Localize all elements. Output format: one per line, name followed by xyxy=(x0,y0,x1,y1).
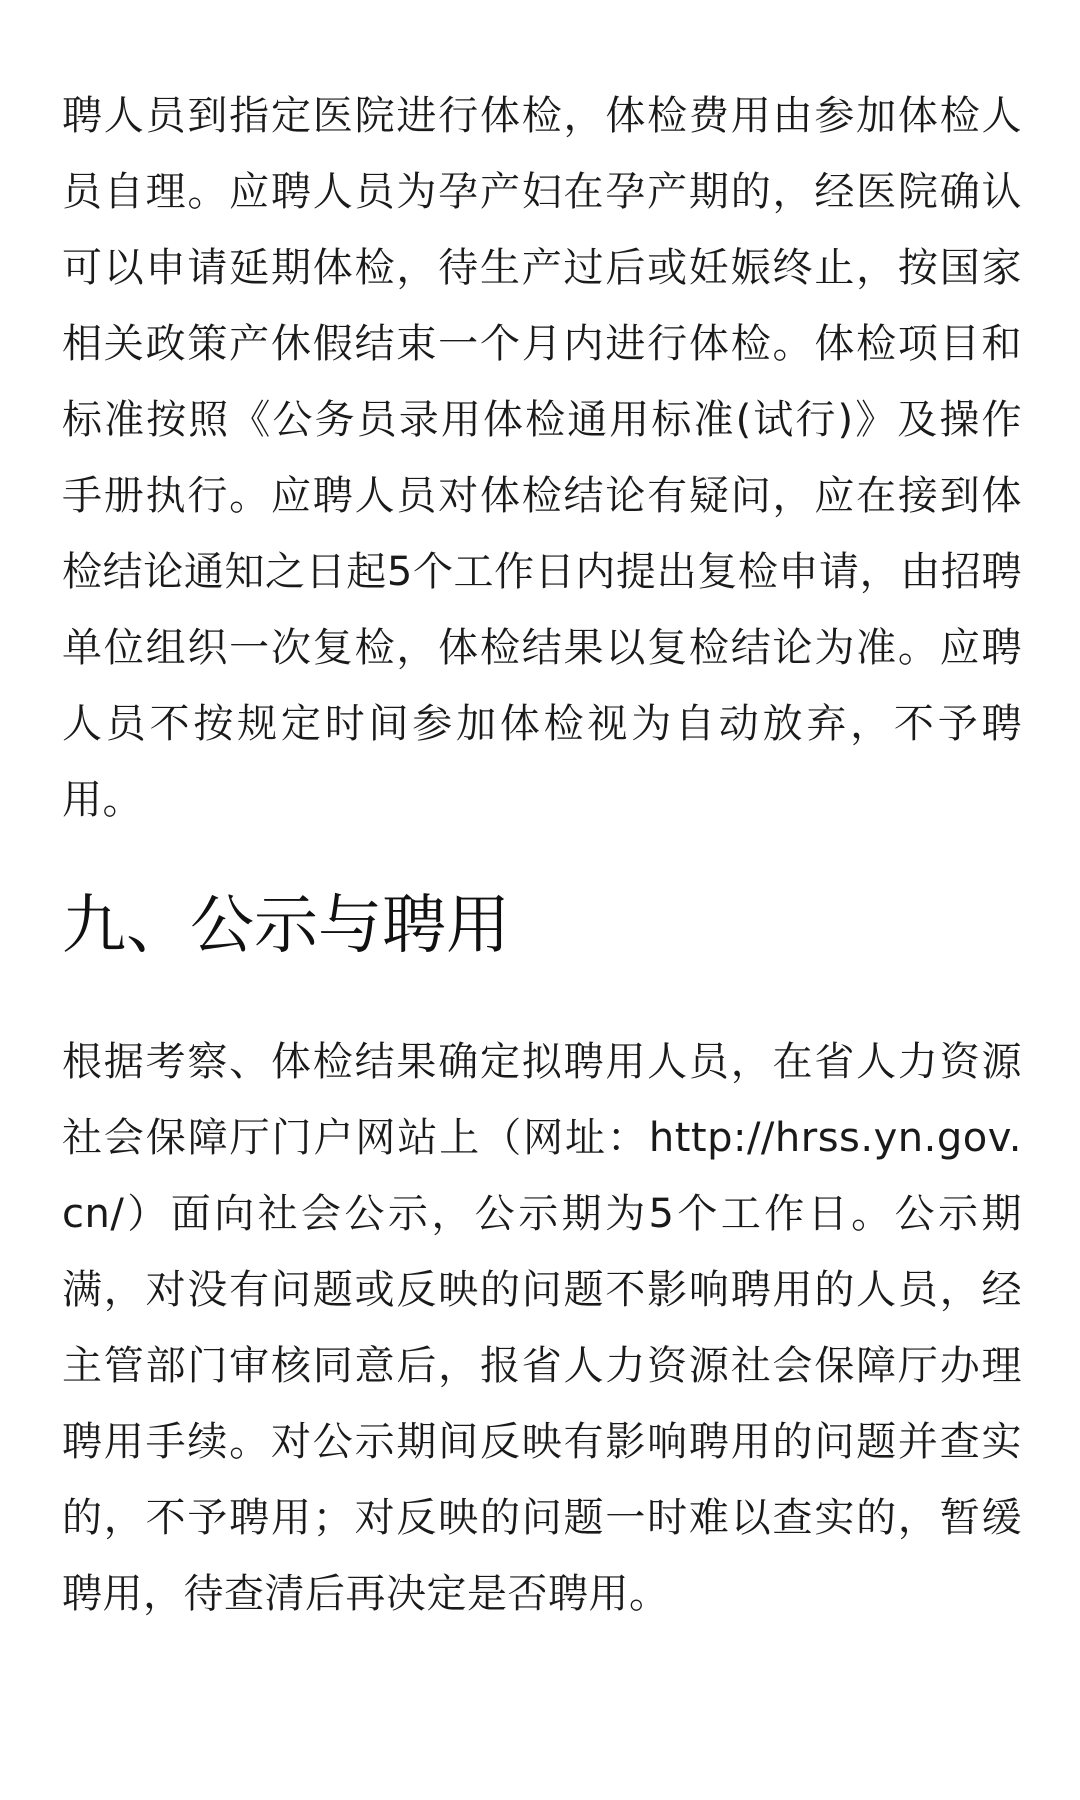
body-paragraph-physical-exam: 聘人员到指定医院进行体检，体检费用由参加体检人员自理。应聘人员为孕产妇在孕产期的，经医院确认可以申请延期体检，待生产过后或妊娠终止，按国家相关政策产休假结束一个月内进行体检。体检项目和标准按照《公务员录用体检通用标准(试行)》及操作手册执行。应聘人员对体检结论有疑问，应在接到体检结论通知之日起5个工作日内提出复检申请，由招聘单位组织一次复检，体检结果以复检结论为准。应聘人员不按规定时间参加体检视为自动放弃，不予聘用。 xyxy=(62,93,1022,823)
body-paragraph-publicity: 根据考察、体检结果确定拟聘用人员，在省人力资源社会保障厅门户网站上（网址：http://hrss.yn.gov.cn/）面向社会公示，公示期为5个工作日。公示期满，对没有问题或反映的问题不影响聘用的人员，经主管部门审核同意后，报省人力资源社会保障厅办理聘用手续。对公示期间反映有影响聘用的问题并查实的，不予聘用；对反映的问题一时难以查实的，暂缓聘用，待查清后再决定是否聘用。 xyxy=(62,1039,1022,1617)
article-body xyxy=(62,78,1022,1632)
section-heading-publicity-and-hiring: 九、公示与聘用 xyxy=(62,889,510,963)
